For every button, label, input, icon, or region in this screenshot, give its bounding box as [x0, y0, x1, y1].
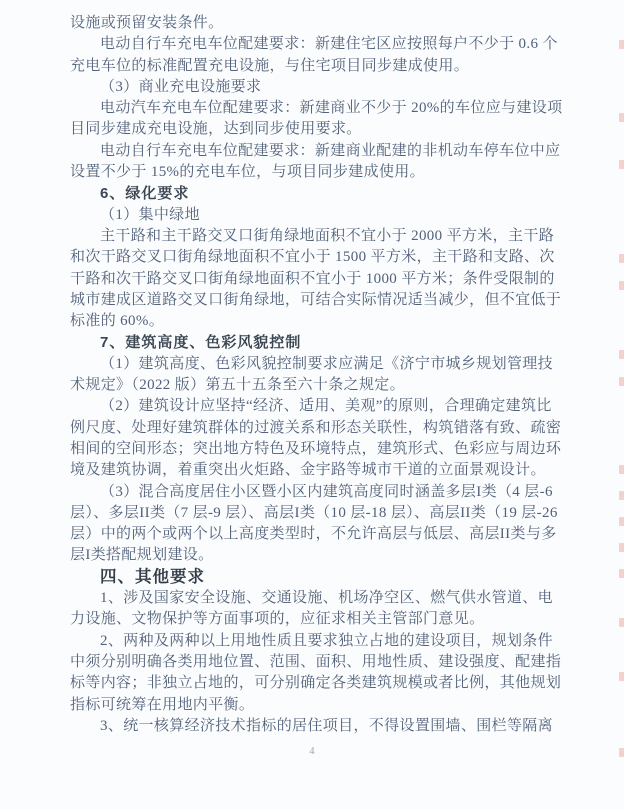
red-edge-mark [619, 40, 624, 49]
red-edge-mark [619, 350, 624, 359]
heading-greening-requirements: 6、绿化要求 [100, 185, 190, 203]
text-line: 城市建成区道路交叉口街角绿地，可结合实际情况适当减少，但不宜低于 [70, 291, 562, 308]
text-line: 相间的空间形态；突出地方特色及环境特点，建筑形式、色彩应与周边环 [70, 440, 562, 457]
red-edge-mark [619, 377, 624, 386]
text-line: 例尺度、处理好建筑群体的过渡关系和形态关联性，构筑错落有致、疏密 [70, 419, 562, 436]
text-line: 境及建筑协调，着重突出火炬路、金宇路等城市干道的立面景观设计。 [70, 462, 546, 479]
red-edge-mark [619, 160, 624, 169]
heading-other-requirements: 四、其他要求 [100, 567, 205, 586]
document-text-block [70, 13, 570, 737]
text-line: 标等内容；非独立占地的，可分别确定各类建筑规模或者比例，其他规划 [70, 675, 562, 692]
subheading-commercial-charging: （3）商业充电设施要求 [100, 78, 262, 95]
text-line: 主干路和主干路交叉口街角绿地面积不宜小于 2000 平方米，主干路 [100, 227, 555, 244]
text-line: 干路和次干路交叉口街角绿地面积不宜小于 1000 平方米；条件受限制的 [70, 270, 555, 287]
text-line: 3、统一核算经济技术指标的居住项目，不得设置围墙、围栏等隔离 [100, 717, 554, 734]
text-line: 中须分别明确各类用地位置、范围、面积、用地性质、建设强度、配建指 [70, 653, 562, 670]
text-line: 电动汽车充电车位配建要求：新建商业不少于 20%的车位应与建设项 [100, 100, 563, 117]
red-edge-mark [619, 465, 624, 474]
text-line: 层）、多层II类（7 层-9 层）、高层I类（10 层-18 层）、高层II类（19 层-26 [70, 504, 558, 521]
red-edge-mark [619, 491, 624, 500]
red-edge-mark [619, 618, 624, 627]
text-line: 指标可统筹在用地内平衡。 [70, 696, 255, 713]
text-line: 标准的 60%。 [70, 313, 165, 330]
text-line: 设施或预留安装条件。 [70, 15, 224, 31]
text-line: 电动自行车充电车位配建要求：新建住宅区应按照每户不少于 0.6 个 [100, 36, 558, 53]
text-line: 层）中的两个或两个以上高度类型时，不允许高层与低层、高层II类与多 [70, 526, 557, 543]
text-line: 充电车位的标准配置充电设施，与住宅项目同步建成使用。 [70, 57, 470, 74]
red-edge-mark [619, 281, 624, 290]
red-edge-mark [619, 543, 624, 552]
text-line: 和次干路交叉口街角绿地面积不宜小于 1500 平方米，主干路和支路、次 [70, 249, 555, 266]
red-edge-mark [619, 113, 624, 122]
page-number: 4 [309, 746, 315, 757]
text-line: 层I类搭配规划建设。 [70, 547, 214, 564]
heading-building-height-color-control: 7、建筑高度、色彩风貌控制 [100, 334, 302, 352]
red-edge-mark [619, 254, 624, 263]
text-line: 2、两种及两种以上用地性质且要求独立占地的建设项目，规划条件 [100, 632, 554, 649]
text-line: （1）建筑高度、色彩风貌控制要求应满足《济宁市城乡规划管理技 [100, 355, 554, 372]
text-line: 目同步建成充电设施，达到同步使用要求。 [70, 121, 362, 138]
text-line: （3）混合高度居住小区暨小区内建筑高度同时涵盖多层I类（4 层-6 [100, 483, 553, 500]
text-line: 力设施、文物保护等方面事项的，应征求相关主管部门意见。 [70, 611, 485, 628]
subheading-centralized-green-space: （1）集中绿地 [100, 206, 200, 223]
red-edge-mark [619, 748, 624, 757]
text-line: 术规定》（2022 版）第五十五条至六十条之规定。 [70, 377, 406, 394]
red-edge-mark [619, 672, 624, 681]
text-line: 电动自行车充电车位配建要求：新建商业配建的非机动车停车位中应 [100, 142, 561, 159]
red-edge-mark [619, 569, 624, 578]
text-line: （2）建筑设计应坚持“经济、适用、美观”的原则，合理确定建筑比 [100, 398, 552, 415]
text-line: 设置不少于 15%的充电车位，与项目同步建成使用。 [70, 164, 425, 181]
text-line: 1、涉及国家安全设施、交通设施、机场净空区、燃气供水管道、电 [100, 590, 554, 607]
red-edge-mark [619, 517, 624, 526]
